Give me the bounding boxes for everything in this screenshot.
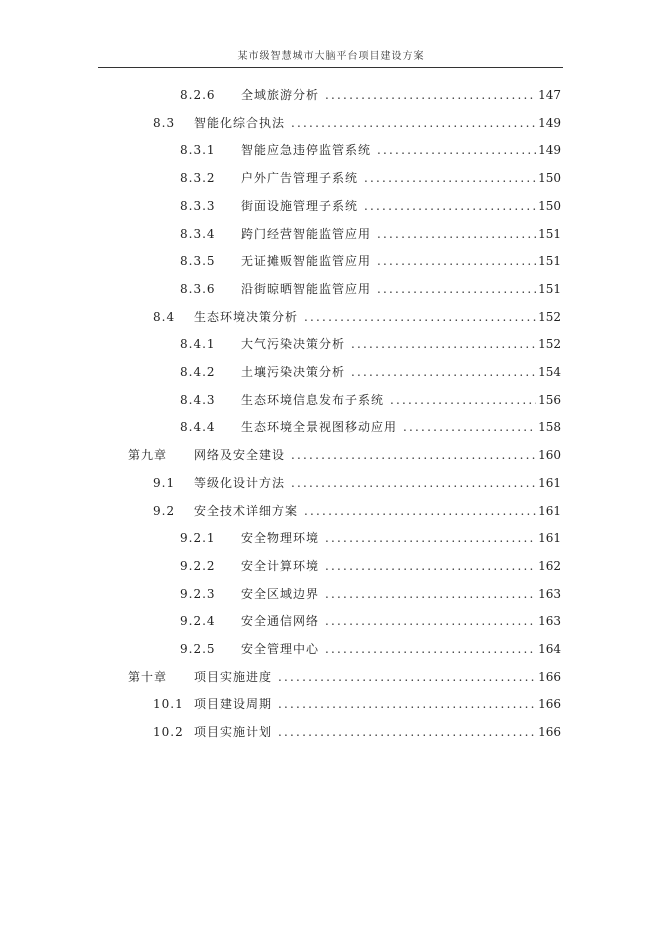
toc-entry[interactable] <box>180 363 561 381</box>
toc-dot-leader <box>364 199 536 213</box>
toc-entry-page: 163 <box>538 614 561 629</box>
toc-entry[interactable] <box>180 225 561 243</box>
toc-dot-leader <box>377 282 536 296</box>
toc-entry-title: 安全计算环境 <box>241 558 320 573</box>
toc-entry-number: 9.2.5 <box>180 642 216 656</box>
toc-entry-page: 161 <box>538 503 561 518</box>
toc-entry-title: 智能应急违停监管系统 <box>241 143 372 158</box>
toc-dot-leader <box>377 227 536 241</box>
toc-dot-leader <box>377 254 536 268</box>
toc-dot-leader <box>403 420 536 434</box>
toc-dot-leader <box>390 393 536 407</box>
toc-entry[interactable] <box>128 446 561 464</box>
toc-entry-title: 大气污染决策分析 <box>241 337 346 352</box>
toc-dot-leader <box>304 504 536 518</box>
toc-entry-page: 161 <box>538 475 561 490</box>
toc-entry-number: 8.2.6 <box>180 88 216 102</box>
toc-entry-page: 166 <box>538 669 561 684</box>
toc-entry-number: 8.3 <box>153 115 176 130</box>
toc-dot-leader <box>325 559 536 573</box>
toc-entry-title: 户外广告管理子系统 <box>241 171 359 186</box>
toc-entry-page: 147 <box>538 88 561 102</box>
toc-entry-number: 9.2.1 <box>180 531 216 546</box>
toc-entry-number: 第十章 <box>128 669 168 684</box>
toc-dot-leader <box>291 476 536 490</box>
toc-entry[interactable] <box>180 169 561 187</box>
toc-entry-number: 8.4 <box>153 309 176 324</box>
toc-entry-title: 安全区域边界 <box>241 586 320 601</box>
toc-entry[interactable] <box>180 280 561 298</box>
toc-entry[interactable] <box>180 418 561 436</box>
toc-entry-page: 152 <box>538 337 561 352</box>
toc-entry[interactable] <box>153 114 561 132</box>
toc-entry-page: 151 <box>538 226 561 241</box>
toc-entry-page: 149 <box>538 143 561 158</box>
toc-entry-page: 152 <box>538 309 561 324</box>
toc-entry-title: 安全管理中心 <box>241 642 320 656</box>
toc-entry[interactable] <box>180 391 561 409</box>
toc-entry-title: 生态环境信息发布子系统 <box>241 392 385 407</box>
toc-entry-title: 跨门经营智能监管应用 <box>241 226 372 241</box>
toc-entry-number: 第九章 <box>128 448 168 463</box>
toc-entry-number: 10.2 <box>153 725 184 740</box>
toc-entry-title: 等级化设计方法 <box>194 475 286 490</box>
toc-entry-number: 9.2.2 <box>180 558 216 573</box>
toc-dot-leader <box>325 614 536 628</box>
toc-entry-title: 智能化综合执法 <box>194 115 286 130</box>
toc-entry-title: 生态环境全景视图移动应用 <box>241 420 398 435</box>
toc-entry-title: 安全技术详细方案 <box>194 503 299 518</box>
document-header-title: 某市级智慧城市大脑平台项目建设方案 <box>237 51 425 62</box>
toc-entry-number: 8.3.4 <box>180 226 216 241</box>
toc-entry-page: 149 <box>538 115 561 130</box>
toc-entry-title: 网络及安全建设 <box>194 448 286 463</box>
toc-entry-title: 项目实施进度 <box>194 669 273 684</box>
toc-dot-leader <box>325 88 536 102</box>
toc-entry[interactable] <box>153 308 561 326</box>
toc-entry-title: 安全通信网络 <box>241 614 320 629</box>
toc-entry-number: 10.1 <box>153 697 184 712</box>
toc-entry[interactable] <box>180 640 561 658</box>
toc-entry-number: 9.1 <box>153 475 176 490</box>
toc-entry[interactable] <box>153 695 561 713</box>
toc-entry-title: 全域旅游分析 <box>241 88 320 102</box>
toc-dot-leader <box>291 448 536 462</box>
toc-entry[interactable] <box>128 668 561 686</box>
toc-entry-page: 158 <box>538 420 561 435</box>
toc-entry-page: 162 <box>538 558 561 573</box>
toc-entry-title: 项目实施计划 <box>194 725 273 740</box>
toc-dot-leader <box>351 365 536 379</box>
toc-entry[interactable] <box>180 335 561 353</box>
toc-entry-number: 8.3.6 <box>180 281 216 296</box>
toc-entry-page: 160 <box>538 448 561 463</box>
toc-dot-leader <box>325 642 536 656</box>
toc-entry-title: 无证摊贩智能监管应用 <box>241 254 372 269</box>
toc-dot-leader <box>278 725 536 739</box>
toc-entry-title: 安全物理环境 <box>241 531 320 546</box>
toc-entry-page: 161 <box>538 531 561 546</box>
toc-entry-page: 166 <box>538 697 561 712</box>
toc-entry-number: 8.3.2 <box>180 171 216 186</box>
toc-dot-leader <box>351 337 536 351</box>
toc-entry-number: 8.4.1 <box>180 337 216 352</box>
toc-entry-title: 项目建设周期 <box>194 697 273 712</box>
toc-entry[interactable] <box>180 612 561 630</box>
toc-entry[interactable] <box>180 141 561 159</box>
toc-entry-page: 151 <box>538 281 561 296</box>
toc-entry-page: 151 <box>538 254 561 269</box>
toc-entry-number: 8.4.4 <box>180 420 216 435</box>
toc-entry-page: 163 <box>538 586 561 601</box>
toc-dot-leader <box>364 171 536 185</box>
toc-entry[interactable] <box>153 723 561 741</box>
toc-entry-title: 街面设施管理子系统 <box>241 198 359 213</box>
header-divider <box>98 67 563 68</box>
toc-entry[interactable] <box>180 252 561 270</box>
toc-dot-leader <box>325 531 536 545</box>
toc-entry-page: 150 <box>538 171 561 186</box>
toc-entry[interactable] <box>153 474 561 492</box>
toc-entry-page: 150 <box>538 198 561 213</box>
toc-entry-number: 9.2.4 <box>180 614 216 629</box>
toc-entry-page: 154 <box>538 365 561 379</box>
toc-entry[interactable] <box>180 86 561 104</box>
toc-entry[interactable] <box>180 585 561 603</box>
toc-entry-number: 9.2 <box>153 503 176 518</box>
toc-entry-title: 沿街晾晒智能监管应用 <box>241 281 372 296</box>
toc-entry-title: 土壤污染决策分析 <box>241 365 346 379</box>
toc-dot-leader <box>377 143 536 157</box>
toc-entry-number: 8.3.5 <box>180 254 216 269</box>
toc-entry-number: 8.3.3 <box>180 198 216 213</box>
toc-dot-leader <box>278 697 536 711</box>
toc-entry-number: 8.4.3 <box>180 392 216 407</box>
toc-entry-number: 8.3.1 <box>180 143 216 158</box>
toc-dot-leader <box>278 670 536 684</box>
toc-dot-leader <box>325 587 536 601</box>
toc-entry-page: 166 <box>538 725 561 740</box>
toc-entry-page: 164 <box>538 642 561 656</box>
toc-dot-leader <box>304 310 536 324</box>
toc-entry[interactable] <box>153 502 561 520</box>
toc-entry-number: 9.2.3 <box>180 586 216 601</box>
toc-entry[interactable] <box>180 197 561 215</box>
toc-dot-leader <box>291 116 536 130</box>
toc-entry-title: 生态环境决策分析 <box>194 309 299 324</box>
toc-entry[interactable] <box>180 557 561 575</box>
toc-entry-number: 8.4.2 <box>180 365 216 379</box>
toc-entry[interactable] <box>180 529 561 547</box>
toc-entry-page: 156 <box>538 392 561 407</box>
